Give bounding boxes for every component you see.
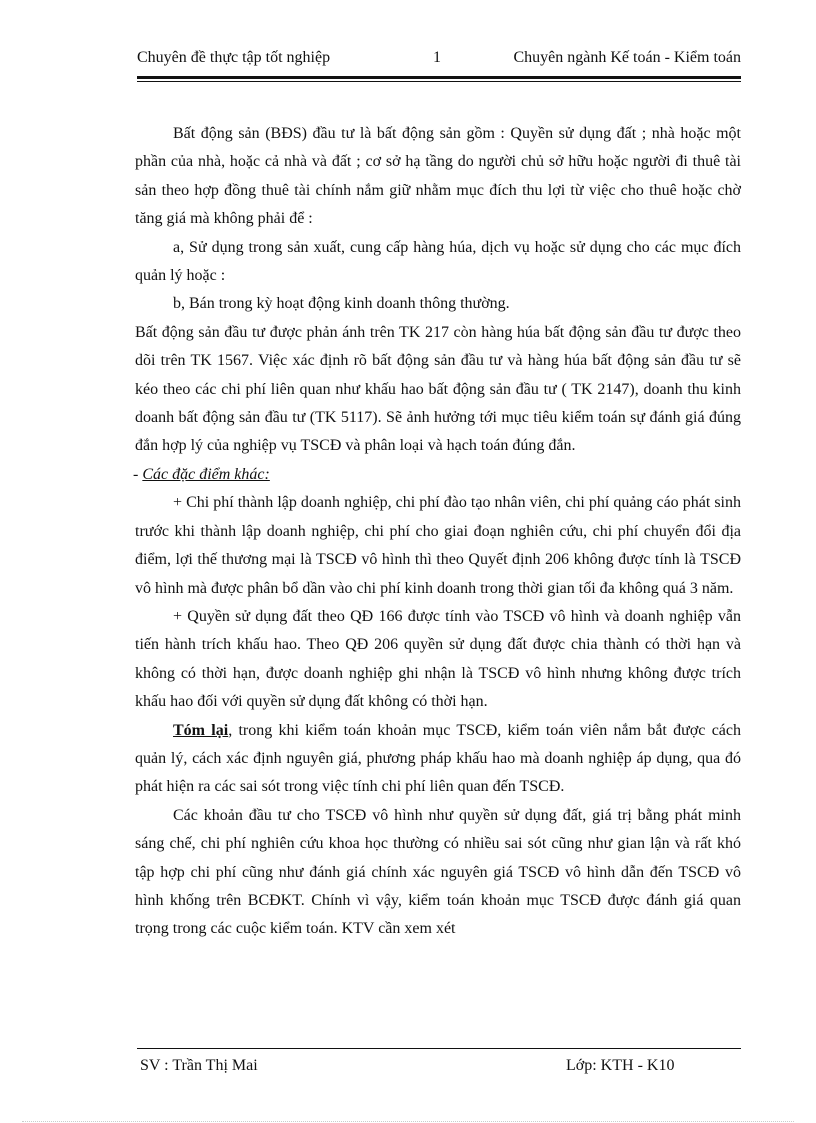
paragraph-costs: + Chi phí thành lập doanh nghiệp, chi phí đào tạo nhân viên, chi phí quảng cáo phát sinh trước khi thành lập doanh nghiệp, chi phí cho giai đoạn nghiên cứu, chi phí chuyển đổi địa điểm, lợi thế thương mại là TSCĐ vô hình thì theo Quyết định 206 không được tính là TSCĐ vô hình mà được phân bổ dần vào chi phí kinh doanh trong thời gian tối đa không quá 3 năm. <box>135 494 741 597</box>
heading-text: Các đặc điểm khác: <box>142 465 270 483</box>
paragraph-intangible-investments: Các khoản đầu tư cho TSCĐ vô hình như quyền sử dụng đất, giá trị bằng phát minh sáng chế, chi phí nghiên cứu khoa học thường có nhiều sai sót cũng như gian lận và rất khó tập hợp chi phí cũng như đánh giá chính xác nguyên giá TSCĐ vô hình dẫn đến TSCĐ vô hình khống trên BCĐKT. Chính vì vậy, kiểm toán khoản mục TSCĐ được đánh giá quan trọng trong các cuộc kiểm toán. KTV cần xem xét <box>135 806 741 938</box>
header-rule-thin <box>137 81 741 82</box>
page-bottom-edge <box>22 1121 794 1122</box>
paragraph-bds-accounts: Bất động sản đầu tư được phản ánh trên TK 217 còn hàng húa bất động sản đầu tư được theo dõi trên TK 1567. Việc xác định rõ bất động sản đầu tư và hàng húa bất động sản đầu tư sẽ kéo theo các chi phí liên quan như khấu hao bất động sản đầu tư ( TK 2147), doanh thu kinh doanh bất động sản đầu tư (TK 5117). Sẽ ảnh hưởng tới mục tiêu kiểm toán sự đánh giá đúng đắn hợp lý của nghiệp vụ TSCĐ và phân loại và hạch toán đúng đắn. <box>135 323 741 455</box>
page-header <box>137 47 741 71</box>
paragraph-item-a: a, Sử dụng trong sản xuất, cung cấp hàng húa, dịch vụ hoặc sử dụng cho các mục đích quản lý hoặc : <box>135 238 741 285</box>
header-rule-thick <box>137 76 741 79</box>
section-heading-other-features <box>133 461 741 489</box>
heading-dash: - <box>133 465 143 483</box>
header-title: Chuyên đề thực tập tốt nghiệp <box>137 49 331 66</box>
paragraph-summary <box>135 717 741 802</box>
summary-lead: Tóm lại <box>173 721 229 739</box>
paragraph-land-use-rights: + Quyền sử dụng đất theo QĐ 166 được tính vào TSCĐ vô hình và doanh nghiệp vẫn tiến hành trích khấu hao. Theo QĐ 206 quyền sử dụng đất được chia thành có thời hạn và không có thời hạn, được doanh nghiệp ghi nhận là TSCĐ vô hình nhưng không được trích khấu hao đối với quyền sử dụng đất không có thời hạn. <box>135 607 741 711</box>
document-body <box>135 120 741 944</box>
summary-text: , trong khi kiểm toán khoản mục TSCĐ, kiểm toán viên nắm bắt được cách quản lý, cách xác định nguyên giá, phương pháp khấu hao mà doanh nghiệp áp dụng, qua đó phát hiện ra các sai sót trong việc tính chi phí liên quan đến TSCĐ. <box>135 721 742 796</box>
footer-student: SV : Trần Thị Mai <box>140 1057 258 1074</box>
footer-rule <box>137 1048 741 1049</box>
header-subject: Chuyên ngành Kế toán - Kiểm toán <box>513 49 741 66</box>
paragraph-item-b: b, Bán trong kỳ hoạt động kinh doanh thông thường. <box>173 295 510 313</box>
footer-class: Lớp: KTH - K10 <box>566 1057 675 1074</box>
paragraph-bds-definition: Bất động sản (BĐS) đầu tư là bất động sản gồm : Quyền sử dụng đất ; nhà hoặc một phần của nhà, hoặc cả nhà và đất ; cơ sở hạ tầng do người chủ sở hữu hoặc người đi thuê tài sản theo hợp đồng thuê tài chính nắm giữ nhằm mục đích thu lợi từ việc cho thuê hoặc chờ tăng giá mà không phải để : <box>135 125 741 228</box>
page-number: 1 <box>433 49 441 66</box>
